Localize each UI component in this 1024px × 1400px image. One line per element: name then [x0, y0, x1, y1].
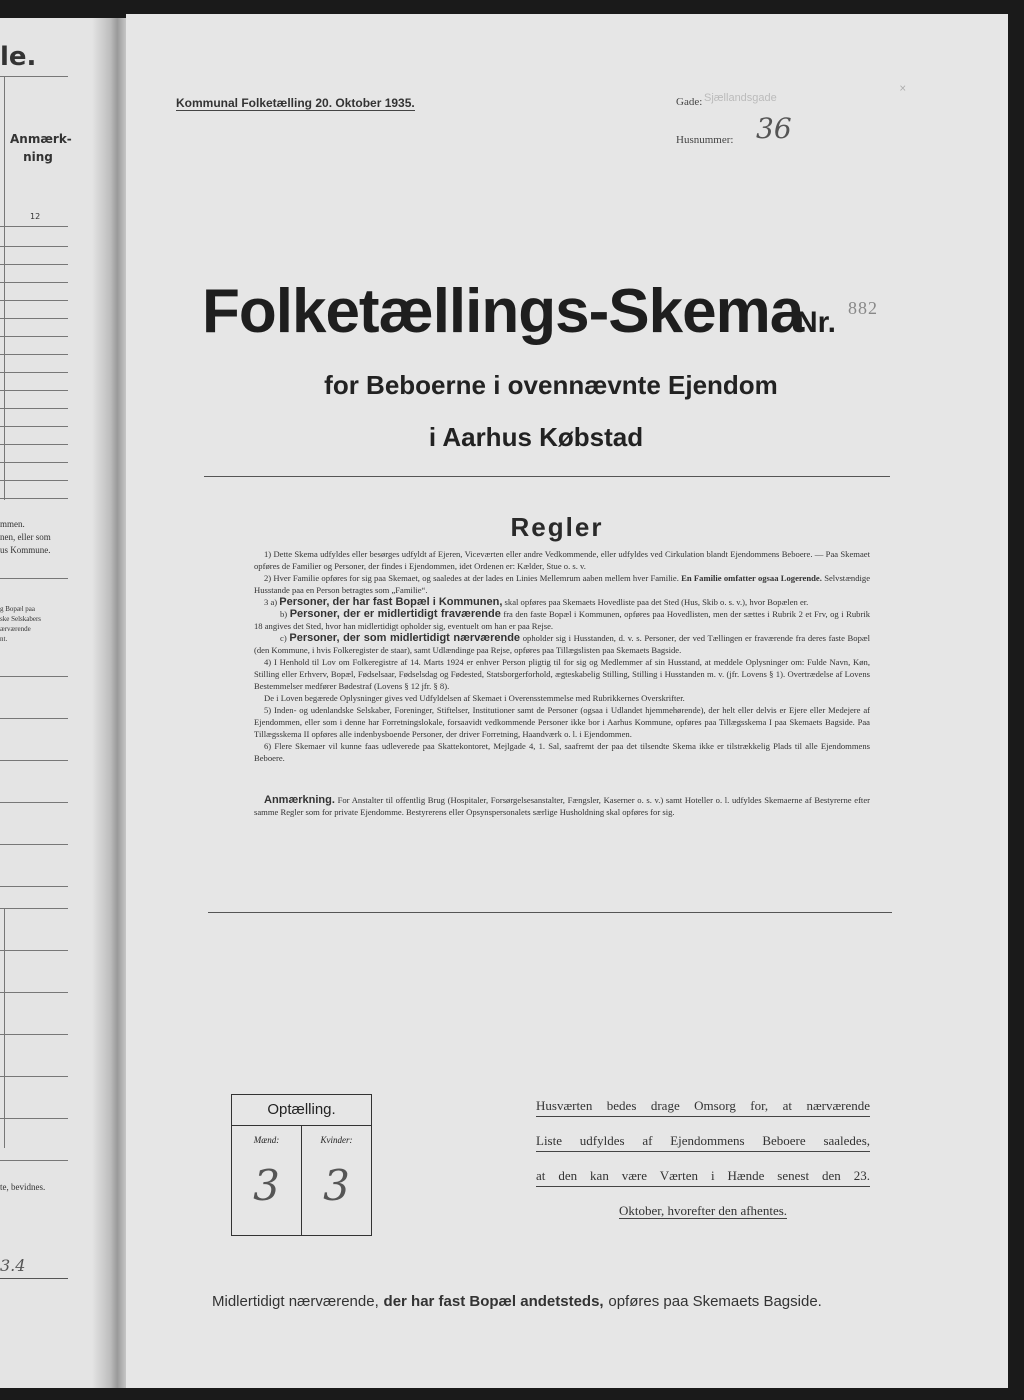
rule-4: 4) I Henhold til Lov om Folkeregistre af 14. Marts 1924 er enhver Person pligtig til for sig og Medlemmer af sin Husstand, at meddele Oplysninger om: Fulde Navn, Køn, Stilling eller Erhverv, Bopæl, Fødselsaar, Fødselsdag og Fødested, Statsborgerforhold, ægteskabelig Stilling, Stilling i Husstanden m. v. (jfr. Lovens § 1). Overtrædelse af Lovens Bestemmelser medfører Bødestraf (Lovens § 12 jfr. § 8).: [254, 657, 870, 691]
men-label: Mænd:: [253, 1135, 280, 1145]
divider: [0, 950, 68, 951]
form-subtitle: for Beboerne i ovennævnte Ejendom: [324, 370, 778, 400]
divider: [0, 226, 68, 227]
divider: [0, 802, 68, 803]
handwritten-number: 3.4: [0, 1256, 26, 1275]
census-title: Kommunal Folketælling 20. Oktober 1935.: [176, 96, 415, 110]
street-stamp: Sjællandsgade: [704, 92, 777, 104]
street-label: Gade:: [676, 96, 703, 108]
divider: [0, 1160, 68, 1161]
divider: [0, 844, 68, 845]
divider: [0, 246, 68, 247]
corner-mark: ×: [899, 84, 907, 94]
divider: [0, 1076, 68, 1077]
rule-1: 1) Dette Skema udfyldes eller besørges udfyldt af Ejeren, Viceværten eller andre Vedkommende, eller udfyldes ved Cirkulation blandt Ejendommens Beboere. — Paa Skemaet opføres de Familier og Personer, der findes i Ejendommen, idet Ordenen er: Kælder, Stue o. s. v.: [254, 549, 870, 571]
divider: [0, 408, 68, 409]
divider: [0, 1118, 68, 1119]
rules-heading: Regler: [510, 512, 604, 542]
divider: [0, 354, 68, 355]
count-box: [231, 1094, 372, 1236]
divider: [0, 578, 68, 579]
divider: [0, 282, 68, 283]
house-number-label: Husnummer:: [676, 134, 734, 146]
divider: [0, 1034, 68, 1035]
left-note: g Bopæl paa ske Selskabers ærværende nt.: [0, 605, 42, 643]
divider: [0, 264, 68, 265]
instruction-line: at den kan være Værten i Hænde senest den 23.: [536, 1168, 870, 1187]
divider: [0, 480, 68, 481]
column-heading: Anmærk- ning: [10, 132, 72, 164]
number-label: Nr.: [796, 306, 837, 339]
left-note: mmen. nen, eller som us Kommune.: [0, 519, 51, 555]
column-number: 12: [30, 212, 41, 221]
left-page-edge: [0, 18, 106, 1388]
women-label: Kvinder:: [320, 1135, 353, 1145]
divider: [4, 226, 5, 500]
divider: [0, 718, 68, 719]
divider: [0, 886, 68, 887]
instruction-line: Husværten bedes drage Omsorg for, at nærværende: [536, 1098, 870, 1117]
rule-4b: De i Loven begærede Oplysninger gives ved Udfyldelsen af Skemaet i Overensstemmelse med Rubrikkernes Overskrifter.: [264, 693, 685, 703]
divider: [4, 76, 5, 226]
men-count: 3: [253, 1161, 280, 1210]
instruction-line: Oktober, hvorefter den afhentes.: [618, 1203, 788, 1218]
divider: [4, 908, 5, 1148]
divider: [0, 462, 68, 463]
rule-3a: 3 a) Personer, der har fast Bopæl i Kommunen, skal opføres paa Skemaets Hovedliste paa det Sted (Hus, Skib o. s. v.), hvor Bopælen er.: [264, 596, 809, 608]
count-box-title: Optælling.: [232, 1095, 371, 1126]
divider: [208, 912, 892, 913]
divider: [0, 760, 68, 761]
rule-3c: c) Personer, der som midlertidigt nærværende opholder sig i Husstanden, d. v. s. Personer, der ved Tællingen er fraværende fra deres faste Bopæl (den Kommune, i hvis Folkeregister de staar), samt Udlændinge paa Rejse, opføres paa Tillægslisten paa Skemaets Bagside.: [254, 632, 870, 655]
rule-3b: b) Personer, der er midlertidigt fraværende fra den faste Bopæl i Kommunen, opføres paa Hovedlisten, men der sættes i Rubrik 2 et Frv, og i Rubrik 18 angives det Sted, hvor han midlertidigt opholder sig, eventuelt om han er paa Rejse.: [254, 608, 870, 631]
left-page-header: le.: [0, 42, 37, 72]
divider: [0, 498, 68, 499]
footer-note: Midlertidigt nærværende, der har fast Bopæl andetsteds, opføres paa Skemaets Bagside.: [212, 1293, 822, 1310]
divider: [0, 676, 68, 677]
divider: [0, 992, 68, 993]
divider: [0, 336, 68, 337]
landlord-instructions: [536, 1098, 870, 1219]
women-count: 3: [323, 1161, 350, 1210]
divider: [0, 1278, 68, 1279]
instruction-line: Liste udfyldes af Ejendommens Beboere saaledes,: [536, 1133, 870, 1152]
left-bottom-note: te, bevidnes.: [0, 1182, 46, 1192]
form-number: 882: [848, 298, 878, 318]
divider: [0, 76, 68, 77]
rules-body: [254, 548, 870, 818]
divider: [204, 476, 890, 477]
divider: [0, 908, 68, 909]
form-location: i Aarhus Købstad: [428, 422, 644, 452]
rule-2: 2) Hver Familie opføres for sig paa Skemaet, og saaledes at der lades en Linies Mellemrum aaben mellem hver Familie. En Familie omfatter ogsaa Logerende. Selvstændige Husstande paa en Person betragtes som „Familie“.: [254, 573, 871, 595]
rule-6: 6) Flere Skemaer vil kunne faas udleverede paa Skattekontoret, Mejlgade 4, 1. Sal, saafremt der paa det tilsendte Skema ikke er tilstrækkelig Plads til alle Ejendommens Beboere.: [254, 741, 870, 763]
rules-note: Anmærkning. For Anstalter til offentlig Brug (Hospitaler, Forsørgelsesanstalter, Fængsler, Kaserner o. s. v.) samt Hoteller o. l. udfyldes Skemaerne af Bestyrerne efter samme Regler som for private Ejendomme. Bestyrerens eller Opsynspersonalets særlige Husholdning skal opføres for sig.: [254, 794, 870, 817]
house-number-value: 36: [756, 112, 792, 145]
form-title: Folketællings-Skema: [202, 277, 804, 346]
divider: [0, 300, 68, 301]
divider: [0, 318, 68, 319]
rule-5: 5) Inden- og udenlandske Selskaber, Foreninger, Stiftelser, Institutioner samt de Personer (ogsaa i Udlandet hjemmehørende), der helt eller delvis er Ejere eller Medejere af Ejendommen, eller som i denne har Forretningslokale, forsaavidt vedkommende Personer ikke bor i Aarhus Kommune, opføres paa Tillægsskema I paa Skemaets Bagside. Paa Tillægsskema II opføres alle indenbysboende Personer, der driver Forretning, Haandværk o. l. i Ejendommen.: [254, 705, 870, 739]
